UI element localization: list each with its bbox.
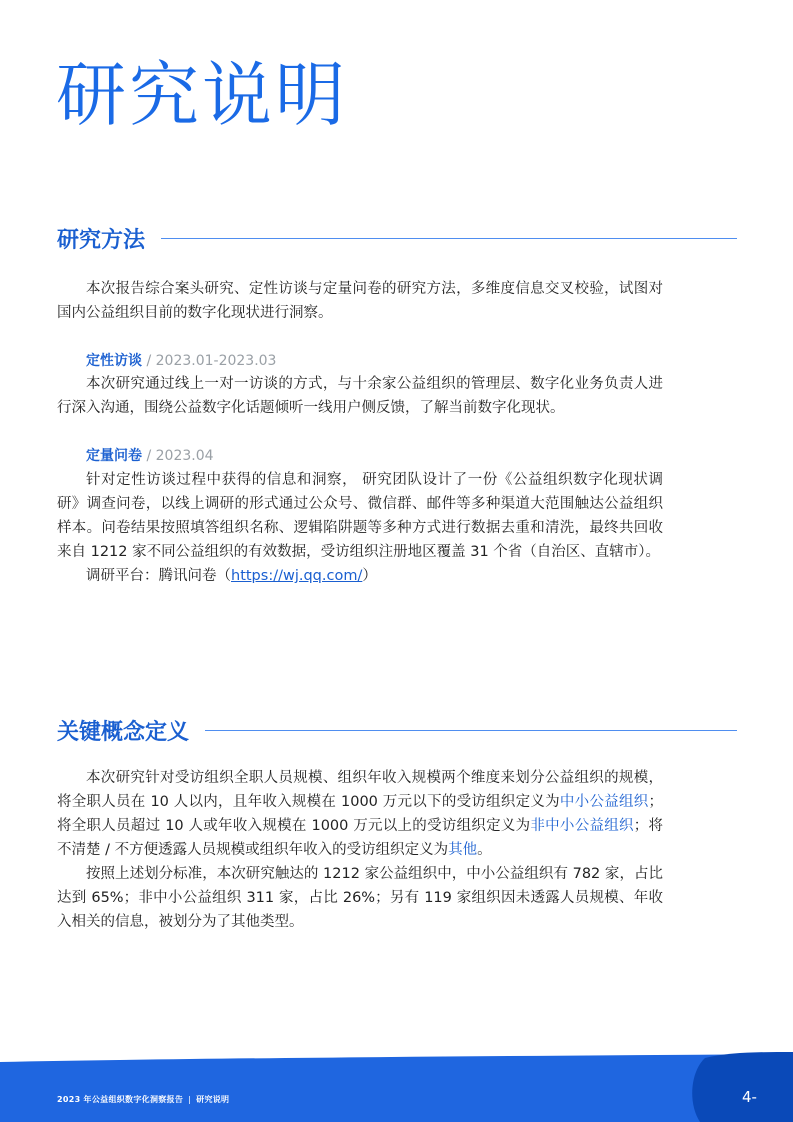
section-divider — [161, 238, 737, 239]
platform-suffix: ） — [362, 568, 377, 584]
footer-band-light — [0, 1054, 793, 1122]
definitions-body — [57, 766, 663, 934]
subsection-label: 定量问卷 — [86, 448, 142, 464]
paragraph — [57, 766, 663, 862]
paragraph: 针对定性访谈过程中获得的信息和洞察， 研究团队设计了一份《公益组织数字化现状调研》调查问卷，以线上调研的形式通过公众号、微信群、邮件等多种渠道大范围触达公益组织样本。问卷结果按照填答组织名称、逻辑陷阱题等多种方式进行数据去重和清洗，最终共回收来自 1212 家不同公益组织的有效数据，受访组织注册地区覆盖 31 个省（自治区、直辖市）。 — [57, 472, 663, 560]
paragraph: 按照上述划分标准，本次研究触达的 1212 家公益组织中，中小公益组织有 782 家，占比达到 65%；非中小公益组织 311 家，占比 26%；另有 119 家组织因未透露人员规模、年收入相关的信息，被划分为了其他类型。 — [57, 866, 663, 930]
subsection-label: 定性访谈 — [86, 353, 142, 369]
page-title: 研究说明 — [56, 54, 348, 136]
footer-report-title: 2023 年公益组织数字化洞察报告 — [57, 1095, 184, 1104]
methods-intro — [57, 277, 663, 325]
subsection-date: 2023.01-2023.03 — [155, 353, 277, 369]
text-run: 本次研究针对受访组织全职人员规模、组织年收入规模两个维度来划分公益组织的规模，将全职人员在 10 人以内，且年收入规模在 1000 万元以下的受访组织定义为 — [57, 770, 663, 810]
section-header-definitions — [57, 715, 737, 746]
footer-band-dark — [692, 1052, 793, 1122]
text-run: ；将全职人员超过 10 人或年收入规模在 1000 万元以上的受访组织定义为 — [57, 794, 663, 834]
term-sme: 中小公益组织 — [559, 794, 649, 810]
paragraph: 本次研究通过线上一对一访谈的方式，与十余家公益组织的管理层、数字化业务负责人进行深入沟通，围绕公益数字化话题倾听一线用户侧反馈，了解当前数字化现状。 — [57, 376, 663, 416]
qualitative-body — [57, 372, 663, 420]
qualitative-heading — [86, 351, 276, 371]
subsection-sep: / — [142, 353, 156, 369]
text-run: 。 — [477, 842, 492, 858]
quantitative-body — [57, 468, 663, 588]
term-other: 其他 — [448, 842, 478, 858]
footer-section-name: 研究说明 — [196, 1095, 230, 1104]
section-title: 关键概念定义 — [57, 720, 190, 745]
section-header-methods — [57, 223, 737, 254]
subsection-sep: / — [142, 448, 156, 464]
footer-band — [0, 1052, 793, 1122]
platform-link[interactable]: https://wj.qq.com/ — [231, 568, 363, 584]
term-non-sme: 非中小公益组织 — [530, 818, 634, 834]
section-title: 研究方法 — [57, 228, 146, 253]
paragraph: 本次报告综合案头研究、定性访谈与定量问卷的研究方法，多维度信息交叉校验，试图对国内公益组织目前的数字化现状进行洞察。 — [57, 281, 663, 321]
subsection-date: 2023.04 — [155, 448, 214, 464]
quantitative-heading — [86, 446, 214, 466]
text-run: ；将不清楚 / 不方便透露人员规模或组织年收入的受访组织定义为 — [57, 818, 664, 858]
platform-prefix: 调研平台：腾讯问卷（ — [86, 568, 231, 584]
section-divider — [205, 730, 737, 731]
footer-separator: | — [188, 1095, 192, 1104]
platform-line — [57, 564, 663, 588]
page-number: 4- — [742, 1088, 757, 1106]
footer-caption — [57, 1094, 229, 1105]
